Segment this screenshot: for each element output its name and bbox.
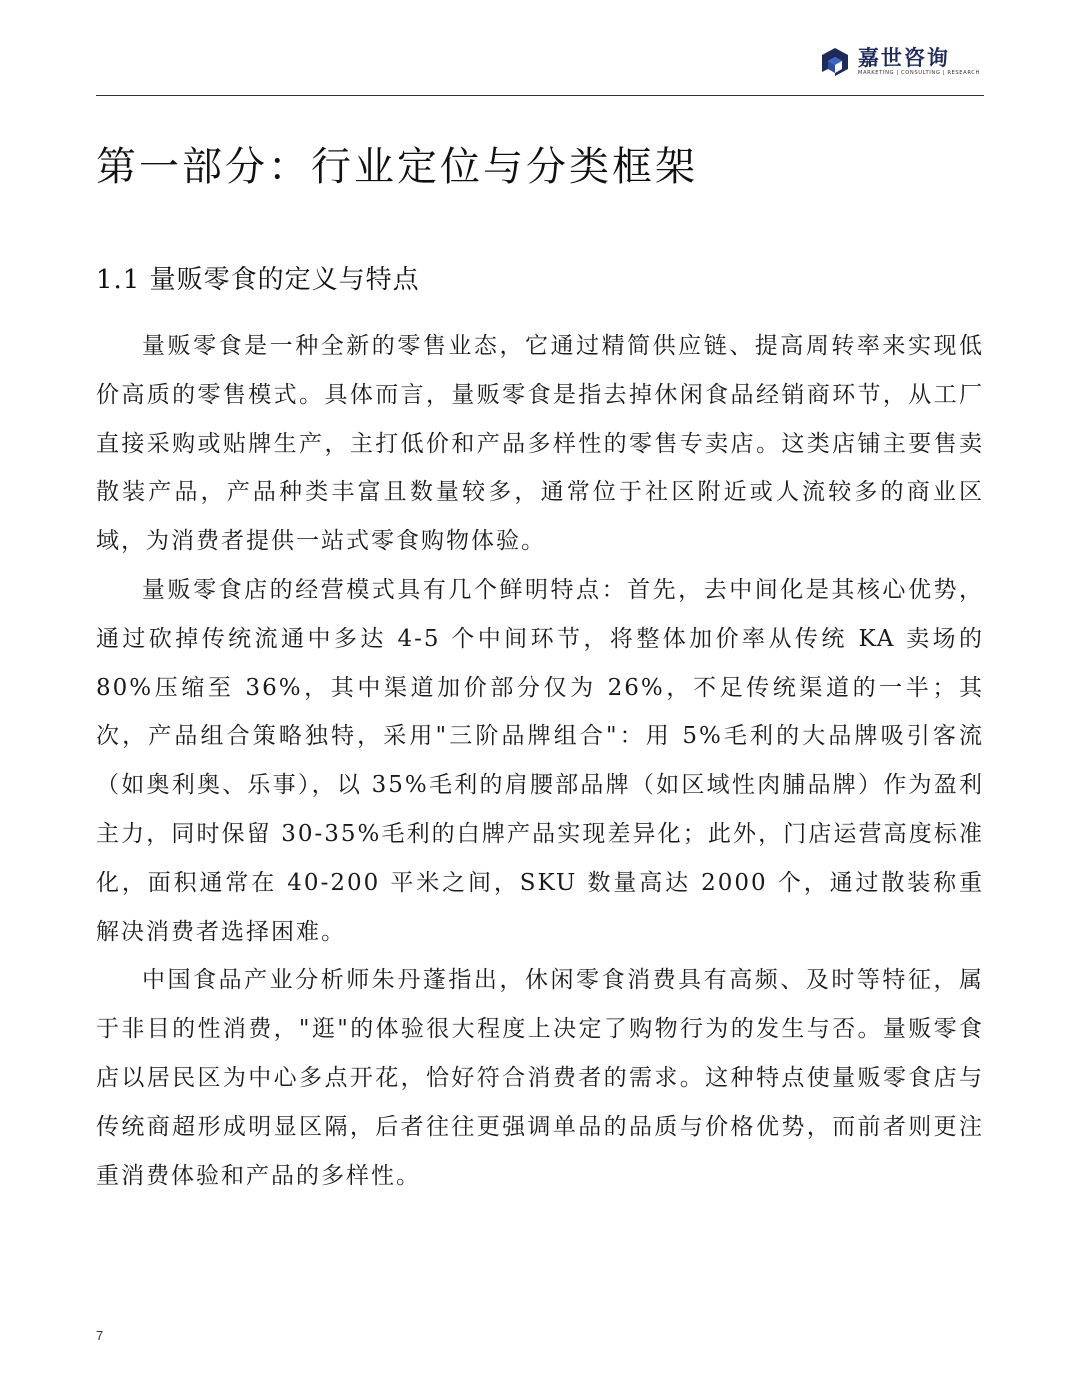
logo-name: 嘉世咨询 — [857, 46, 950, 70]
paragraph: 量贩零食是一种全新的零售业态，它通过精简供应链、提高周转率来实现低价高质的零售模式。具体而言，量贩零食是指去掉休闲食品经销商环节，从工厂直接采购或贴牌生产，主打低价和产品多样性的零售专卖店。这类店铺主要售卖散装产品，产品种类丰富且数量较多，通常位于社区附近或人流较多的商业区域，为消费者提供一站式零食购物体验。 — [96, 333, 984, 555]
paragraph: 中国食品产业分析师朱丹蓬指出，休闲零食消费具有高频、及时等特征，属于非目的性消费，"逛"的体验很大程度上决定了购物行为的发生与否。量贩零食店以居民区为中心多点开花，恰好符合消费者的需求。这种特点使量贩零食店与传统商超形成明显区隔，后者往往更强调单品的品质与价格优势，而前者则更注重消费体验和产品的多样性。 — [96, 967, 984, 1189]
company-logo — [820, 46, 980, 77]
paragraph: 量贩零食店的经营模式具有几个鲜明特点：首先，去中间化是其核心优势，通过砍掉传统流通中多达 4-5 个中间环节，将整体加价率从传统 KA 卖场的 80%压缩至 36%，其中渠道加价部分仅为 26%，不足传统渠道的一半；其次，产品组合策略独特，采用"三阶品牌组合"：用 5%毛利的大品牌吸引客流（如奥利奥、乐事），以 35%毛利的肩腰部品牌（如区域性肉脯品牌）作为盈利主力，同时保留 30-35%毛利的白牌产品实现差异化；此外，门店运营高度标准化，面积通常在 40-200 平米之间，SKU 数量高达 2000 个，通过散装称重解决消费者选择困难。 — [96, 576, 984, 945]
body-text — [96, 322, 984, 1200]
header-divider — [96, 95, 984, 96]
page-header — [96, 36, 984, 96]
subsection-title: 1.1 量贩零食的定义与特点 — [96, 265, 420, 295]
section-title: 第一部分：行业定位与分类框架 — [96, 144, 698, 190]
logo-tagline: MARKETING | CONSULTING | RESEARCH — [857, 70, 980, 76]
page-number: 7 — [96, 1328, 104, 1343]
logo-mark-icon — [820, 47, 850, 77]
